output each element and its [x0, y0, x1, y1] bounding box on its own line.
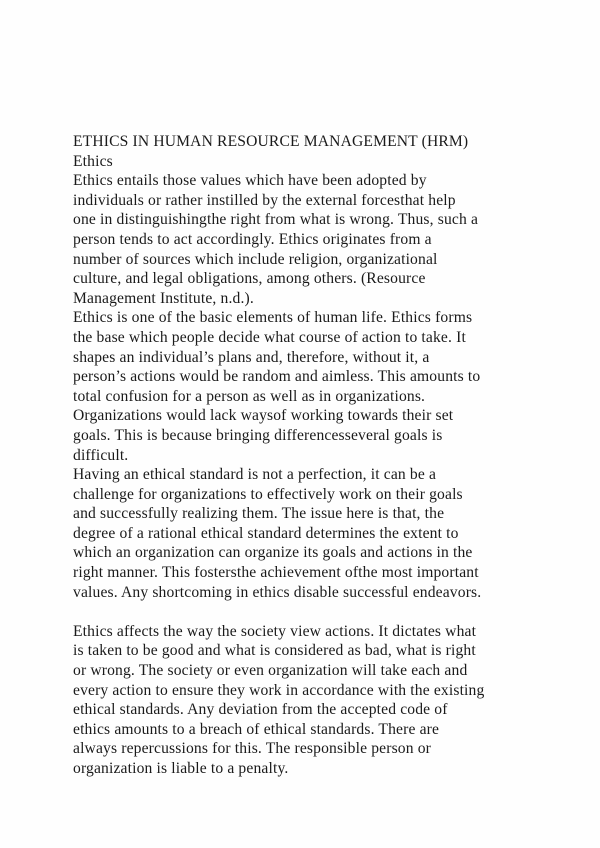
paragraph-line: individuals or rather instilled by the external forcesthat help — [73, 191, 456, 209]
paragraph-line: which an organization can organize its goals and actions in the — [73, 544, 473, 562]
paragraph-line: ethical standards. Any deviation from the accepted code of — [73, 701, 448, 719]
paragraph-line: right manner. This fostersthe achievement ofthe most important — [73, 564, 479, 582]
section-heading: Ethics — [73, 152, 113, 170]
paragraph-line: difficult. — [73, 446, 129, 464]
paragraph-line: Ethics is one of the basic elements of human life. Ethics forms — [73, 309, 473, 327]
paragraph-line: organization is liable to a penalty. — [73, 760, 289, 777]
paragraph-4 — [73, 622, 543, 779]
paragraph-line: and successfully realizing them. The issue here is that, the — [73, 505, 445, 523]
paragraph-line: Ethics affects the way the society view actions. It dictates what — [73, 622, 477, 640]
paragraph-3 — [73, 465, 543, 602]
paragraph-line: one in distinguishingthe right from what is wrong. Thus, such a — [73, 211, 479, 229]
paragraph-line: person tends to act accordingly. Ethics originates from a — [73, 230, 432, 248]
paragraph-line: total confusion for a person as well as in organizations. — [73, 387, 426, 405]
paragraph-line: ethics amounts to a breach of ethical standards. There are — [73, 720, 440, 738]
paragraph-line: or wrong. The society or even organization will take each and — [73, 662, 468, 680]
paragraph-line: goals. This is because bringing differencesseveral goals is — [73, 426, 443, 444]
paragraph-line: challenge for organizations to effectively work on their goals — [73, 485, 463, 503]
paragraph-line: Having an ethical standard is not a perfection, it can be a — [73, 466, 437, 484]
paragraph-line: every action to ensure they work in accordance with the existing — [73, 681, 485, 699]
paragraph-line: culture, and legal obligations, among others. (Resource — [73, 270, 426, 288]
paragraph-1 — [73, 171, 543, 308]
paragraph-line: person’s actions would be random and aimless. This amounts to — [73, 368, 481, 386]
paragraph-line: degree of a rational ethical standard determines the extent to — [73, 524, 459, 542]
document-body — [73, 132, 543, 779]
paragraph-line: is taken to be good and what is considered as bad, what is right — [73, 642, 476, 660]
paragraph-line: always repercussions for this. The responsible person or — [73, 740, 432, 758]
paragraph-line: Organizations would lack waysof working towards their set — [73, 407, 454, 425]
paragraph-line: values. Any shortcoming in ethics disable successful endeavors. — [73, 583, 482, 601]
paragraph-line: Ethics entails those values which have been adopted by — [73, 172, 427, 190]
blank-line — [73, 602, 543, 622]
paragraph-2 — [73, 308, 543, 465]
document-title: ETHICS IN HUMAN RESOURCE MANAGEMENT (HRM) — [73, 133, 469, 150]
paragraph-line: the base which people decide what course of action to take. It — [73, 328, 466, 346]
paragraph-line: Management Institute, n.d.). — [73, 289, 254, 307]
paragraph-line: number of sources which include religion, organizational — [73, 250, 438, 268]
paragraph-line: shapes an individual’s plans and, therefore, without it, a — [73, 348, 430, 366]
